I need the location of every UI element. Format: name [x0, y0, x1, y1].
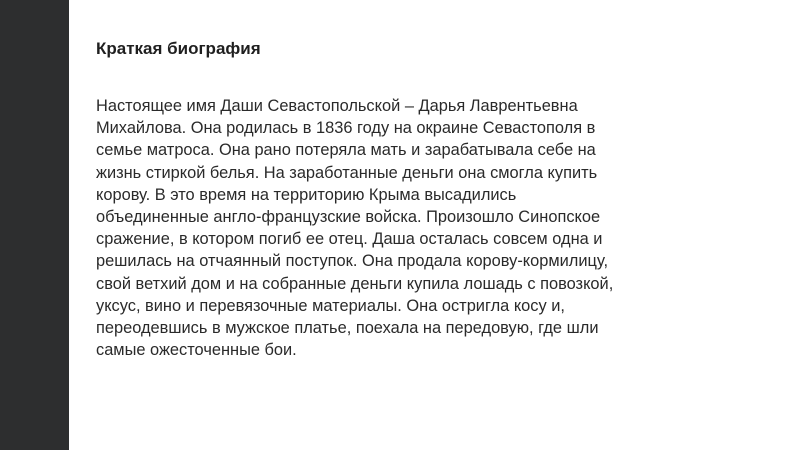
paragraph-line: уксус, вино и перевязочные материалы. Она остригла косу и,: [96, 296, 565, 315]
paragraph-line: самые ожесточенные бои.: [96, 341, 297, 360]
biography-paragraph: [96, 95, 736, 361]
paragraph-line: семье матроса. Она рано потеряла мать и зарабатывала себе на: [96, 141, 596, 160]
side-accent-bar: [0, 0, 69, 450]
paragraph-line: Настоящее имя Даши Севастопольской – Дарья Лаврентьевна: [96, 97, 578, 115]
paragraph-line: сражение, в котором погиб ее отец. Даша осталась совсем одна и: [96, 230, 603, 249]
paragraph-line: переодевшись в мужское платье, поехала на передовую, где шли: [96, 319, 599, 338]
paragraph-line: корову. В это время на территорию Крыма высадились: [96, 185, 517, 204]
paragraph-line: решилась на отчаянный поступок. Она продала корову-кормилицу,: [96, 252, 609, 271]
paragraph-line: объединенные англо-французские войска. Произошло Синопское: [96, 208, 601, 227]
paragraph-line: свой ветхий дом и на собранные деньги купила лошадь с повозкой,: [96, 274, 614, 293]
paragraph-line: жизнь стиркой белья. На заработанные деньги она смогла купить: [96, 163, 598, 182]
slide-title: Краткая биография: [96, 39, 261, 58]
paragraph-line: Михайлова. Она родилась в 1836 году на окраине Севастополя в: [96, 119, 596, 138]
